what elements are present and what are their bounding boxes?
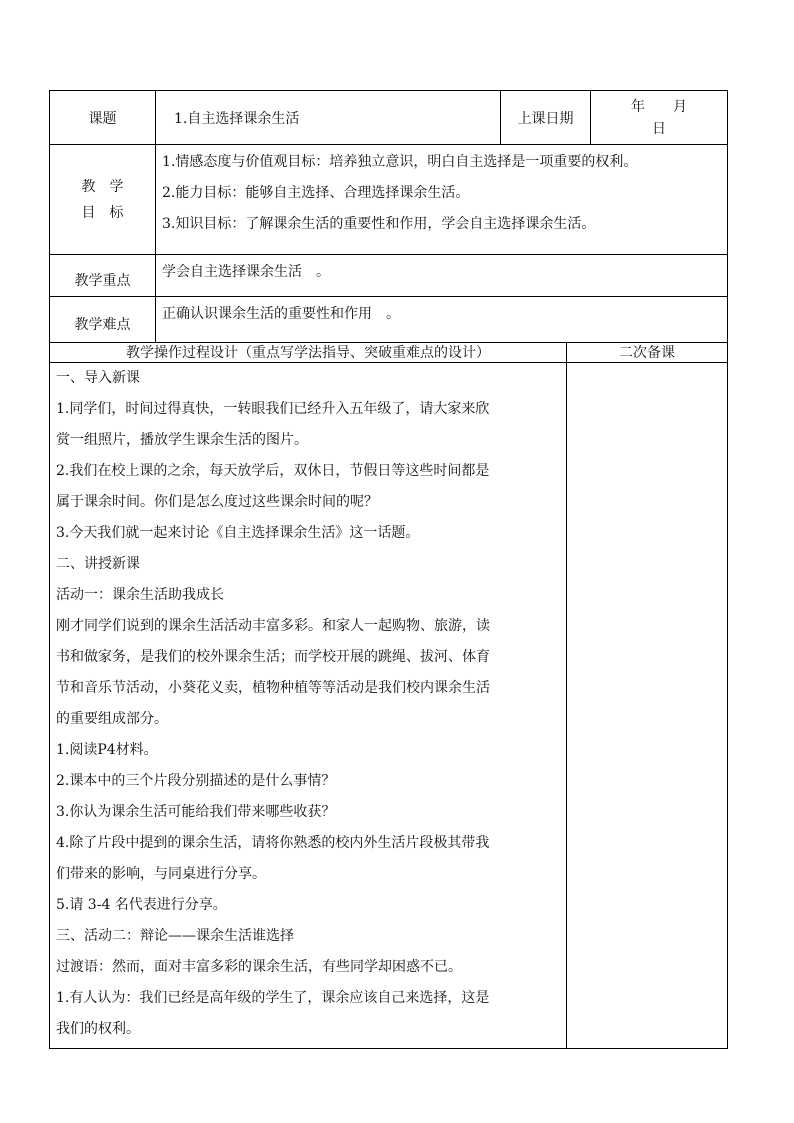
- process-line: 活动一：课余生活助我成长: [56, 587, 224, 603]
- process-line: 过渡语：然而，面对丰富多彩的课余生活，有些同学却困惑不已。: [56, 959, 462, 975]
- goals-row: [50, 145, 728, 255]
- date-label: 上课日期: [501, 91, 591, 145]
- difficulty-value: 正确认识课余生活的重要性和作用 。: [156, 297, 728, 343]
- process-line: 节和音乐节活动，小葵花义卖，植物种植等等活动是我们校内课余生活: [56, 680, 490, 696]
- process-line: 4.除了片段中提到的课余生活，请将你熟悉的校内外生活片段极其带我: [56, 835, 490, 851]
- process-line: 2.课本中的三个片段分别描述的是什么事情？: [56, 773, 336, 789]
- process-line: 书和做家务，是我们的校外课余生活；而学校开展的跳绳、拔河、体育: [56, 649, 490, 665]
- key-point-row: [50, 255, 728, 297]
- date-year-month: 年 月: [631, 98, 687, 115]
- difficulty-label: 教学难点: [50, 297, 156, 343]
- process-header-row: [50, 343, 728, 363]
- goals-label-line2: 目 标: [81, 204, 124, 221]
- process-line: 3.今天我们就一起来讨论《自主选择课余生活》这一话题。: [56, 525, 420, 541]
- key-point-label: 教学重点: [50, 255, 156, 297]
- goals-label: [50, 145, 156, 255]
- process-line: 一、导入新课: [56, 370, 140, 386]
- process-content: [50, 363, 567, 1049]
- key-point-value: 学会自主选择课余生活 。: [156, 255, 728, 297]
- process-body-row: [50, 363, 728, 1049]
- process-line: 赏一组照片，播放学生课余生活的图片。: [56, 432, 308, 448]
- process-line: 属于课余时间。你们是怎么度过这些课余时间的呢？: [56, 494, 378, 510]
- topic-row: [50, 91, 728, 145]
- date-day: 日: [652, 120, 666, 137]
- topic-value: 1.自主选择课余生活: [156, 91, 501, 145]
- process-line: 1.同学们，时间过得真快，一转眼我们已经升入五年级了，请大家来欣: [56, 401, 490, 417]
- goal-item: 3.知识目标：了解课余生活的重要性和作用，学会自主选择课余生活。: [162, 216, 596, 232]
- process-line: 刚才同学们说到的课余生活活动丰富多彩。和家人一起购物、旅游，读: [56, 618, 490, 634]
- process-line: 二、讲授新课: [56, 556, 140, 572]
- topic-label: 课题: [50, 91, 156, 145]
- goals-label-line1: 教 学: [81, 178, 124, 195]
- goal-item: 1.情感态度与价值观目标：培养独立意识，明白自主选择是一项重要的权利。: [162, 154, 638, 170]
- process-line: 1.阅读P4材料。: [56, 742, 158, 758]
- difficulty-row: [50, 297, 728, 343]
- process-line: 2.我们在校上课的之余，每天放学后，双休日，节假日等这些时间都是: [56, 463, 490, 479]
- process-line: 的重要组成部分。: [56, 711, 168, 727]
- process-header-left: 教学操作过程设计（重点写学法指导、突破重难点的设计）: [50, 343, 567, 363]
- goal-item: 2.能力目标：能够自主选择、合理选择课余生活。: [162, 185, 470, 201]
- goals-content: [156, 145, 728, 255]
- date-value: [591, 91, 728, 145]
- second-prep-content: [567, 363, 728, 1049]
- process-header-right: 二次备课: [567, 343, 728, 363]
- process-line: 3.你认为课余生活可能给我们带来哪些收获？: [56, 804, 336, 820]
- process-line: 1.有人认为：我们已经是高年级的学生了，课余应该自己来选择，这是: [56, 990, 490, 1006]
- process-line: 三、活动二：辩论——课余生活谁选择: [56, 928, 294, 944]
- process-line: 们带来的影响，与同桌进行分享。: [56, 866, 266, 882]
- lesson-plan-table: [49, 90, 728, 1049]
- process-line: 5.请 3-4 名代表进行分享。: [56, 897, 227, 913]
- process-line: 我们的权利。: [56, 1021, 140, 1037]
